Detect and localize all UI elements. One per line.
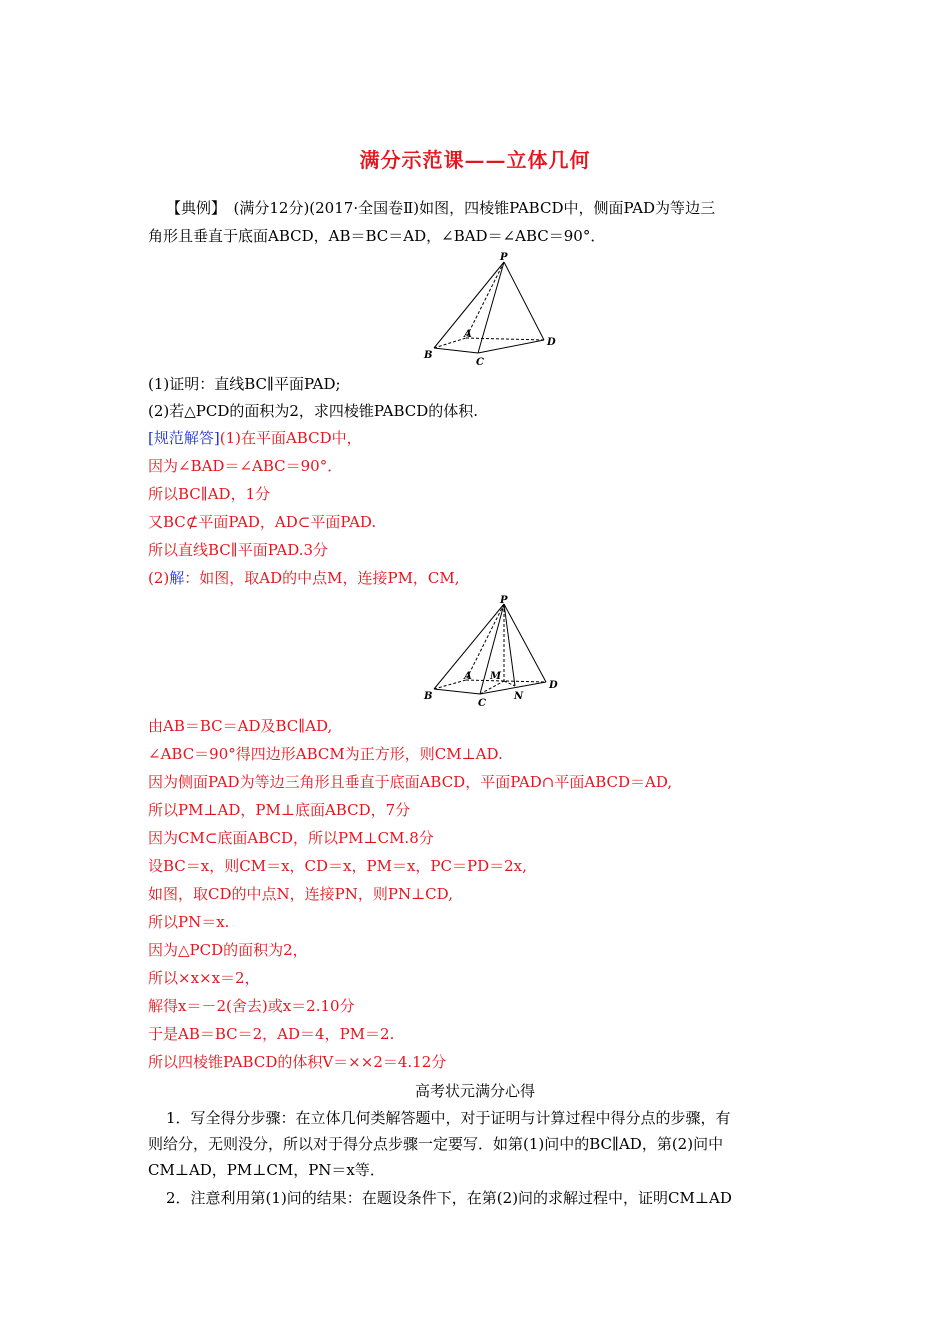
solution-2-line: 如图，取CD的中点N，连接PN，则PN⊥CD, [148, 885, 453, 903]
experience-line: 1．写全得分步骤：在立体几何类解答题中，对于证明与计算过程中得分点的步骤，有 [166, 1109, 731, 1127]
solution-2-line: ∠ABC＝90°得四边形ABCM为正方形，则CM⊥AD. [148, 745, 503, 763]
solution-1-line: 所以直线BC∥平面PAD.3分 [148, 541, 329, 559]
label-n: N [514, 691, 524, 702]
experience-line: 则给分，无则没分，所以对于得分点步骤一定要写．如第(1)问中的BC∥AD，第(2)问中 [148, 1135, 724, 1153]
question-1: (1)证明：直线BC∥平面PAD; [148, 375, 341, 393]
solution-2-line: 所以PM⊥AD，PM⊥底面ABCD，7分 [148, 801, 411, 819]
label-b: B [424, 691, 433, 702]
pyramid-figure-2 [420, 594, 570, 712]
solution-2-line: 所以×x×x＝2， [148, 969, 260, 987]
label-d: D [547, 337, 556, 348]
edge-pa-hidden [466, 262, 504, 338]
label-p: P [500, 595, 508, 606]
edge-pa-hidden [466, 604, 504, 680]
example-line-2: 角形且垂直于底面ABCD，AB＝BC＝AD，∠BAD＝∠ABC＝90°． [148, 227, 606, 245]
page-title: 满分示范课——立体几何 [359, 148, 591, 172]
experience-line: 2．注意利用第(1)问的结果：在题设条件下，在第(2)问的求解过程中，证明CM⊥AD [166, 1189, 732, 1207]
solution-2-line: 解得x＝－2(舍去)或x＝2.10分 [148, 997, 355, 1015]
label-d: D [549, 680, 558, 691]
label-m: M [490, 671, 502, 682]
solution-2-line: 由AB＝BC＝AD及BC∥AD, [148, 717, 333, 735]
experience-title: 高考状元满分心得 [414, 1082, 535, 1100]
edge-bc [434, 689, 480, 694]
edge-pd [504, 262, 544, 340]
solution-2-line: 因为CM⊂底面ABCD，所以PM⊥CM.8分 [148, 829, 434, 847]
edge-cd [478, 340, 544, 353]
edge-pd [504, 604, 546, 682]
example-line-1: 【典例】 (满分12分)(2017·全国卷Ⅱ)如图，四棱锥PABCD中，侧面PAD为等边三 [166, 199, 716, 217]
pyramid-figure-1 [420, 250, 570, 370]
label-c: C [476, 357, 484, 368]
edge-ad-hidden [466, 338, 544, 340]
edge-pn [504, 604, 515, 686]
label-p: P [500, 252, 508, 263]
solution-1-heading [148, 428, 362, 448]
solution-2-line: 因为△PCD的面积为2， [148, 941, 308, 959]
edge-pc [478, 262, 504, 353]
solution-2-line: 设BC＝x，则CM＝x，CD＝x，PM＝x，PC＝PD＝2x, [148, 857, 527, 875]
solution-2-line: 所以四棱锥PABCD的体积V＝××2＝4.12分 [148, 1053, 447, 1071]
solution-1-line: 所以BC∥AD，1分 [148, 485, 271, 503]
solution-1-line: 因为∠BAD＝∠ABC＝90°． [148, 457, 343, 475]
solution-2-line: 所以PN＝x. [148, 913, 230, 931]
solution-2-line: 于是AB＝BC＝2，AD＝4，PM＝2. [148, 1025, 395, 1043]
solution-2-line: 因为侧面PAD为等边三角形且垂直于底面ABCD，平面PAD∩平面ABCD＝AD, [148, 773, 673, 791]
edge-bc [434, 348, 478, 353]
edge-cd [480, 682, 546, 694]
label-a: A [464, 329, 472, 340]
solution-tag: 解 [169, 569, 185, 587]
solution-1-line: 又BC⊄平面PAD，AD⊂平面PAD. [148, 513, 377, 531]
label-c: C [478, 698, 486, 709]
solution-2-intro: ：如图，取AD的中点M，连接PM，CM, [184, 569, 460, 587]
edge-ba-hidden [434, 680, 466, 689]
experience-line: CM⊥AD，PM⊥CM，PN＝x等． [148, 1161, 385, 1179]
question-2: (2)若△PCD的面积为2，求四棱锥PABCD的体积. [148, 402, 479, 420]
label-b: B [424, 350, 433, 361]
solution-1-intro: (1)在平面ABCD中， [219, 429, 362, 447]
solution-2-prefix: (2) [148, 569, 170, 587]
edge-mn-hidden [504, 681, 515, 686]
label-a: A [464, 671, 472, 682]
solution-2-heading [148, 568, 460, 588]
standard-answer-tag: [规范解答] [148, 429, 220, 447]
edge-ba-hidden [434, 338, 466, 348]
